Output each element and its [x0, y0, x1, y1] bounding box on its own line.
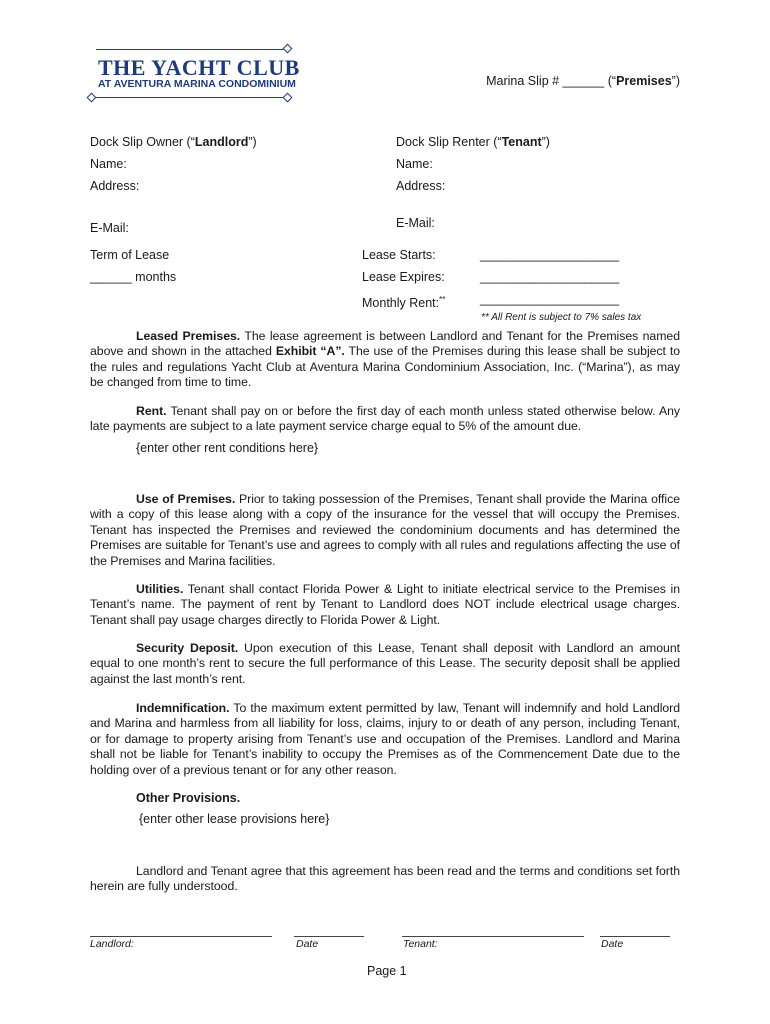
- lease-expires-label: Lease Expires:: [362, 270, 445, 284]
- monthly-rent-blank: ____________________: [480, 292, 620, 306]
- monthly-rent-label: Monthly Rent:**: [362, 295, 446, 311]
- landlord-signature-label: Landlord:: [90, 938, 134, 950]
- tenant-signature-line: [402, 936, 584, 937]
- landlord-signature-line: [90, 936, 272, 937]
- tenant-date-label: Date: [601, 938, 624, 950]
- rent-conditions-placeholder: {enter other rent conditions here}: [136, 441, 319, 455]
- tenant-email-label: E-Mail:: [396, 216, 435, 230]
- other-provisions-placeholder: {enter other lease provisions here}: [139, 812, 330, 826]
- lease-starts-label: Lease Starts:: [362, 248, 436, 262]
- use-of-premises-paragraph: Use of Premises. Prior to taking possession of the Premises, Tenant shall provide the Marina office with a copy of this lease along with a copy of the insurance for the vessel that will occupy the Premises. Tenant has inspected the Premises and reviewed the condominium documents and has determined the Premises are suitable for Tenant’s use and agrees to comply with all rules and regulations affecting the use of the Premises and Marina facilities.: [90, 492, 680, 568]
- landlord-email-label: E-Mail:: [90, 221, 129, 235]
- term-of-lease-label: Term of Lease: [90, 248, 170, 262]
- tenant-date-line: [600, 936, 670, 937]
- agreement-paragraph: Landlord and Tenant agree that this agreement has been read and the terms and conditions set forth herein are fully understood.: [90, 864, 680, 894]
- utilities-paragraph: Utilities. Tenant shall contact Florida Power & Light to initiate electrical service to the Premises in Tenant’s name. The payment of rent by Tenant to Landlord does NOT include electrical usage charges. Tenant shall pay usage charges directly to Florida Power & Light.: [90, 582, 680, 627]
- leased-premises-paragraph: Leased Premises. The lease agreement is between Landlord and Tenant for the Premises named above and shown in the attached Exhibit “A”. The use of the Premises during this lease shall be subject to the rules and regulations Yacht Club at Aventura Marina Condominium Association, Inc. (“Marina”), as may be changed from time to time.: [90, 329, 680, 390]
- landlord-date-label: Date: [296, 938, 319, 950]
- other-provisions-heading: Other Provisions.: [136, 791, 241, 805]
- landlord-heading: Dock Slip Owner (“Landlord”): [90, 135, 257, 149]
- landlord-name-label: Name:: [90, 157, 127, 171]
- landlord-date-line: [294, 936, 364, 937]
- logo-diamond-icon: [283, 93, 293, 103]
- lease-starts-blank: ____________________: [480, 248, 620, 262]
- term-months-field: ______ months: [90, 270, 177, 284]
- tenant-signature-label: Tenant:: [403, 938, 438, 950]
- logo-title: THE YACHT CLUB: [98, 55, 300, 80]
- tenant-name-label: Name:: [396, 157, 433, 171]
- logo-bottom-rule: [92, 97, 284, 98]
- tenant-address-label: Address:: [396, 179, 446, 193]
- tenant-heading: Dock Slip Renter (“Tenant”): [396, 135, 550, 149]
- logo-diamond-icon: [283, 44, 293, 54]
- logo-top-rule: [96, 49, 286, 50]
- security-deposit-paragraph: Security Deposit. Upon execution of this Lease, Tenant shall deposit with Landlord an amount equal to one month’s rent to secure the full performance of this Lease. The security deposit shall be applied against the last month’s rent.: [90, 641, 680, 686]
- landlord-address-label: Address:: [90, 179, 140, 193]
- indemnification-paragraph: Indemnification. To the maximum extent permitted by law, Tenant will indemnify and hold Landlord and Marina and harmless from all liability for loss, claims, injury to or death of any person, including Tenant, or for damage to property arising from Tenant’s use and occupation of the Premises. Landlord and Marina shall not be liable for Tenant’s inability to occupy the Premises as of the Commencement Date due to the holding over of a previous tenant or for any other reason.: [90, 701, 680, 777]
- sales-tax-note: ** All Rent is subject to 7% sales tax: [481, 312, 642, 323]
- lease-expires-blank: ____________________: [480, 270, 620, 284]
- rent-paragraph: Rent. Tenant shall pay on or before the first day of each month unless stated otherwise below. Any late payments are subject to a late payment service charge equal to 5% of the amount due.: [90, 404, 680, 434]
- logo-diamond-icon: [87, 93, 97, 103]
- marina-slip-line: Marina Slip # ______ (“Premises”): [486, 74, 680, 88]
- page-number: Page 1: [367, 964, 407, 978]
- logo-subtitle: AT AVENTURA MARINA CONDOMINIUM: [98, 78, 296, 90]
